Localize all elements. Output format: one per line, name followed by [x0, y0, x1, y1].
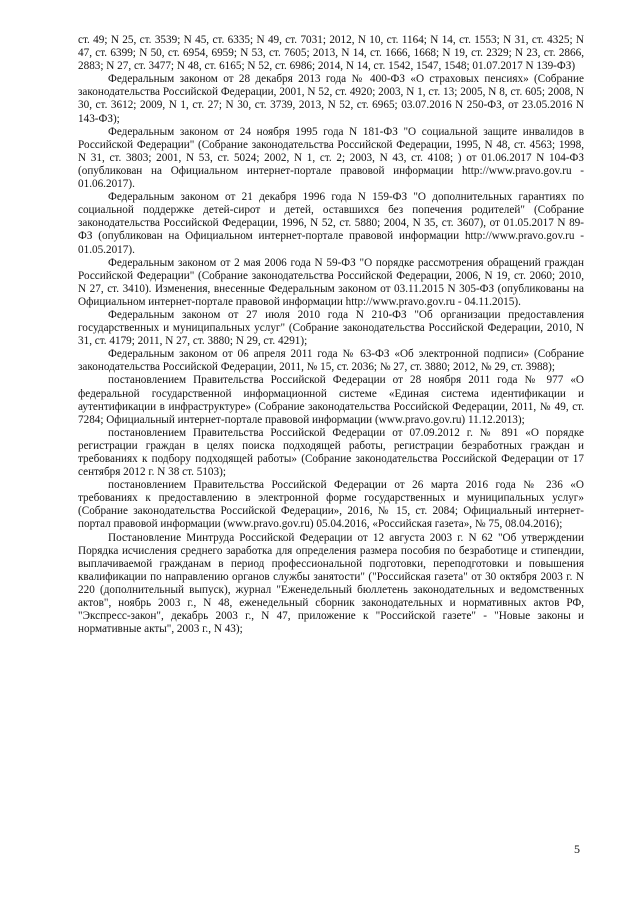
paragraph-resolution-891: постановлением Правительства Российской Федерации от 07.09.2012 г. № 891 «О порядке регистрации граждан в целях поиска подходящей работы, регистрации безработных граждан и требованиях к подбору подходящей работы» (Собрание законодательства Российской Федерации от 17 сентября 2012 г. N 38 ст. 5103); — [78, 426, 584, 479]
paragraph-law-400-fz: Федеральным законом от 28 декабря 2013 года № 400-ФЗ «О страховых пенсиях» (Собрание законодательства Российской Федерации, 2001, N 52, ст. 4920; 2003, N 1, ст. 13; 2005, N 8, ст. 605; 2008, N 30, ст. 3612; 2009, N 1, ст. 27; N 30, ст. 3739, 2013, N 52, ст. 6965; 03.07.2016 N 250-ФЗ, от 23.05.2016 N 143-ФЗ); — [78, 73, 584, 125]
paragraph-law-59-fz: Федеральным законом от 2 мая 2006 года N 59-ФЗ "О порядке рассмотрения обращений граждан Российской Федерации" (Собрание законодательства Российской Федерации, 2006, N 19, ст. 2060; 2010, N 27, ст. 3410). Изменения, внесенные Федеральным законом от 03.11.2015 N 305-ФЗ (опубликованы на Официальном интернет-портале правовой информации http://www.pravo.gov.ru - 04.11.2015). — [78, 256, 584, 308]
paragraph-mintrud-62: Постановление Минтруда Российской Федерации от 12 августа 2003 г. N 62 "Об утверждении Порядка исчисления среднего заработка для определения размера пособия по безработице и стипендии, выплачиваемой гражданам в период профессиональной подготовки, переподготовки и повышения квалификации по направлению органов службы занятости" ("Российская газета" от 30 октября 2003 г. N 220 (дополнительный выпуск), журнал "Еженедельный бюллетень законодательных и ведомственных актов", ноябрь 2003 г., N 48, еженедельный сборник законодательных и нормативных актов РФ, "Экспресс-закон", декабрь 2003 г., N 47, приложение к "Российской газете" - "Новые законы и нормативные акты", 2003 г., N 43); — [78, 531, 584, 636]
paragraph-law-181-fz: Федеральным законом от 24 ноября 1995 года N 181-ФЗ "О социальной защите инвалидов в Российской Федерации" (Собрание законодательства Российской Федерации, 1995, N 48, ст. 4563; 1998, N 31, ст. 3803; 2001, N 53, ст. 5024; 2002, N 1, ст. 2; 2003, N 43, ст. 4108; ) от 01.06.2017 N 104-ФЗ (опубликован на Официальном интернет-портале правовой информации http://www.pravo.gov.ru - 01.06.2017). — [78, 125, 584, 191]
page-number: 5 — [574, 842, 580, 856]
paragraph-law-63-fz: Федеральным законом от 06 апреля 2011 года № 63-ФЗ «Об электронной подписи» (Собрание законодательства Российской Федерации, 2011, № 15, ст. 2036; № 27, ст. 3880; 2012, № 29, ст. 3988); — [78, 348, 584, 374]
document-body — [78, 34, 584, 636]
paragraph-law-159-fz: Федеральным законом от 21 декабря 1996 года N 159-ФЗ "О дополнительных гарантиях по социальной поддержке детей-сирот и детей, оставшихся без попечения родителей" (Собрание законодательства Российской Федерации, 1996, N 52, ст. 5880; 2004, N 35, ст. 3607), от 01.05.2017 N 89-ФЗ (опубликован на Официальном интернет-портале правовой информации http://www.pravo.gov.ru - 01.05.2017). — [78, 191, 584, 256]
paragraph-resolution-977: постановлением Правительства Российской Федерации от 28 ноября 2011 года № 977 «О федеральной государственной информационной системе «Единая система идентификации и аутентификации в инфраструктуре» (Собрание законодательства Российской Федерации, 2011, № 49, ст. 7284; Официальный интернет-портале правовой информации (www.pravo.gov.ru) 11.12.2013); — [78, 374, 584, 426]
paragraph-resolution-236: постановлением Правительства Российской Федерации от 26 марта 2016 года № 236 «О требованиях к предоставлению в электронной форме государственных и муниципальных услуг» (Собрание законодательства Российской Федерации», 2016, № 15, ст. 2084; Официальный интернет-портал правовой информации (www.pravo.gov.ru) 05.04.2016, «Российская газета», № 75, 08.04.2016); — [78, 479, 584, 531]
paragraph-continuation: ст. 49; N 25, ст. 3539; N 45, ст. 6335; N 49, ст. 7031; 2012, N 10, ст. 1164; N 14, ст. 1553; N 31, ст. 4325; N 47, ст. 6399; N 50, ст. 6954, 6959; N 53, ст. 7605; 2013, N 14, ст. 1666, 1668; N 19, ст. 2329; N 23, ст. 2866, 2883; N 27, ст. 3477; N 48, ст. 6165; N 52, ст. 6986; 2014, N 14, ст. 1542, 1547, 1548; 01.07.2017 N 139-ФЗ) — [78, 34, 584, 73]
paragraph-law-210-fz: Федеральным законом от 27 июля 2010 года N 210-ФЗ "Об организации предоставления государственных и муниципальных услуг" (Собрание законодательства Российской Федерации, 2010, N 31, ст. 4179; 2011, N 27, ст. 3880; N 29, ст. 4291); — [78, 308, 584, 348]
